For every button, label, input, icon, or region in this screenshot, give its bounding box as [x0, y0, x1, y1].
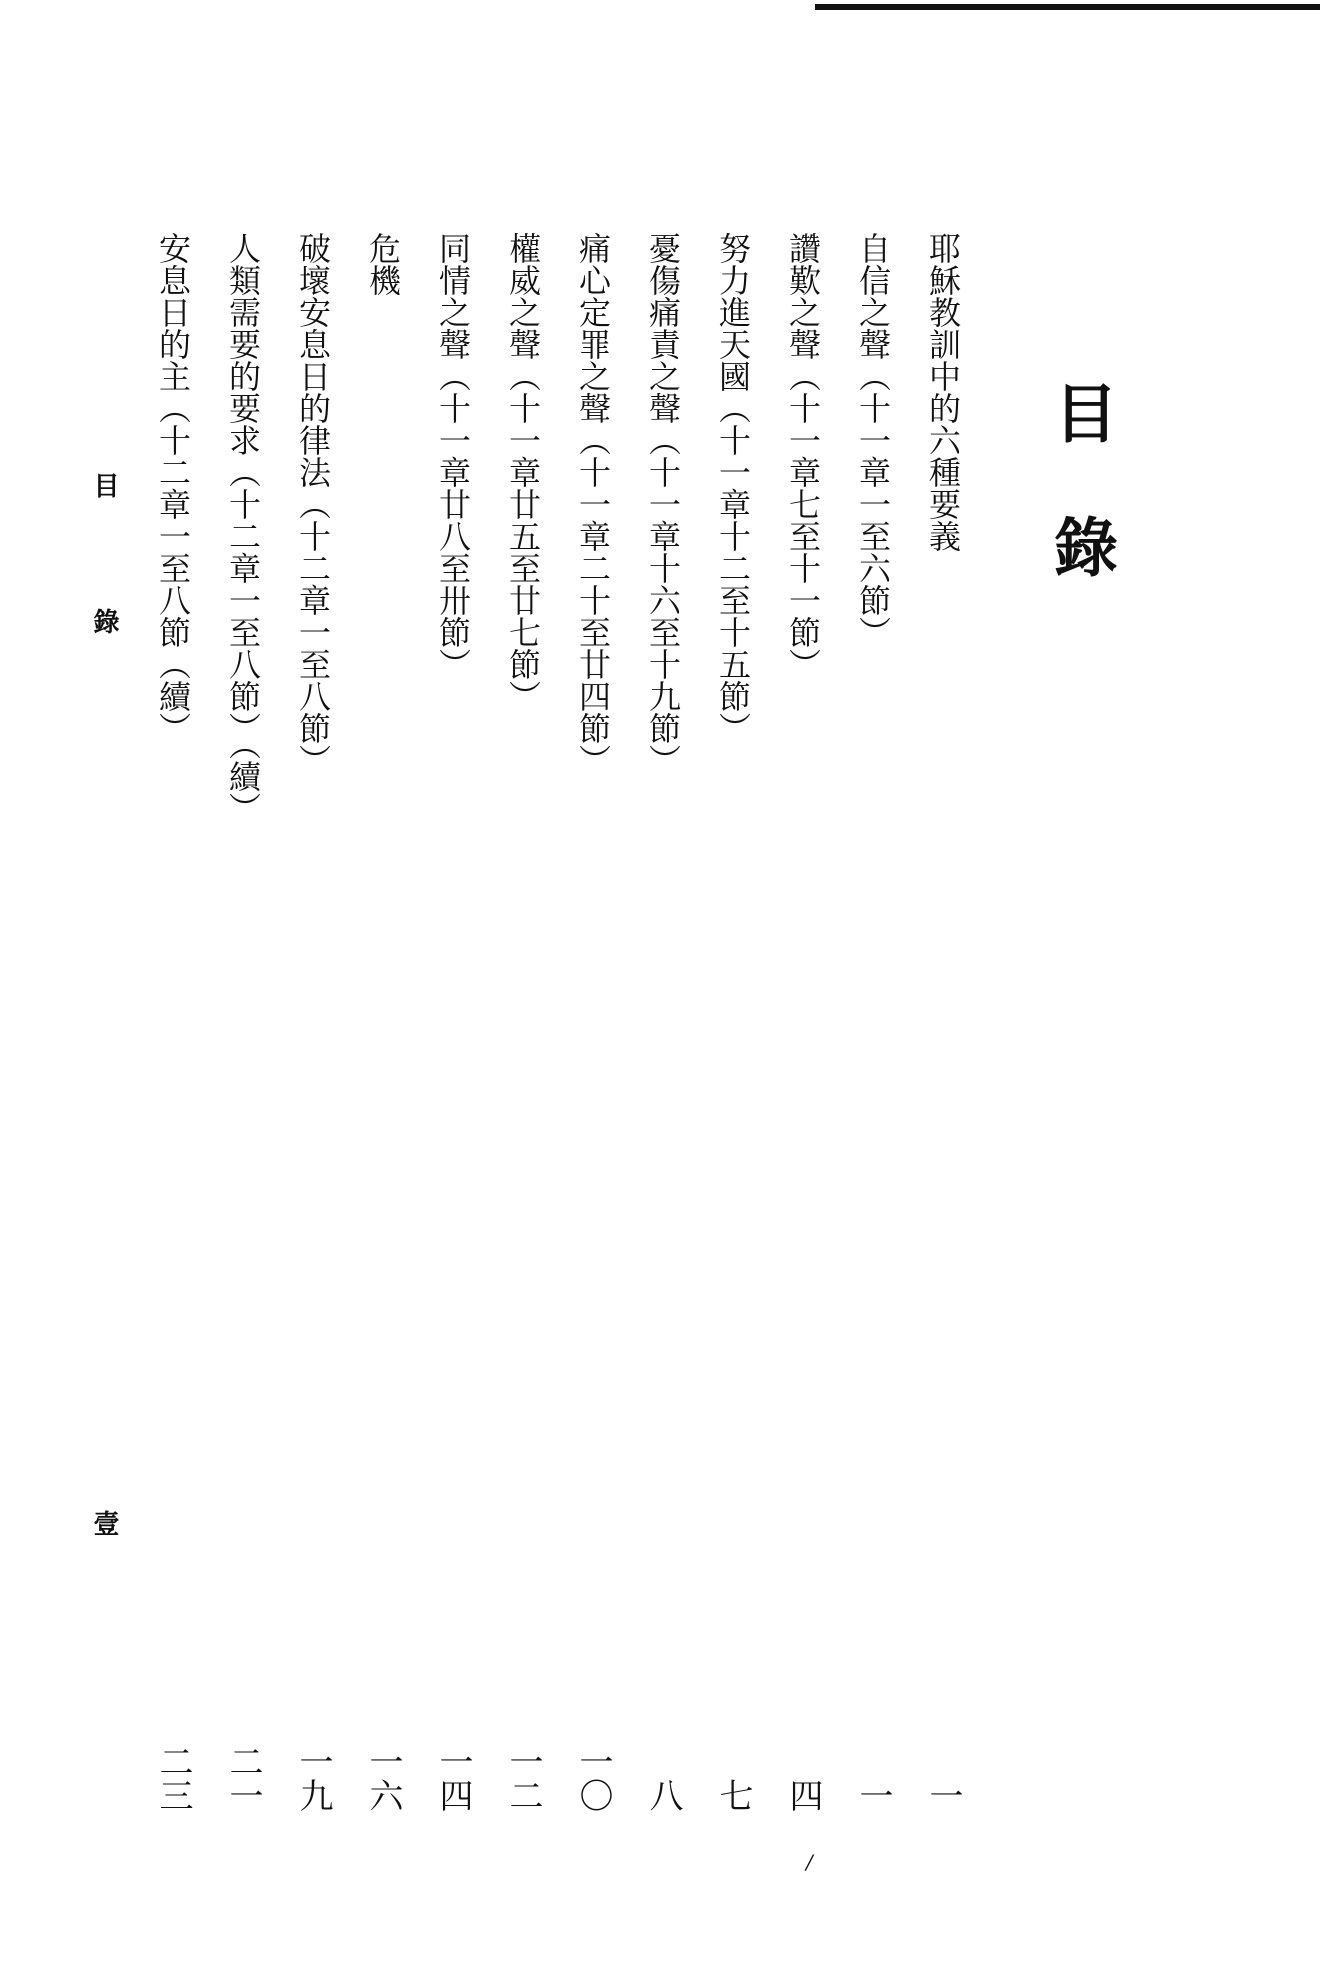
toc-entry-title: 危機: [364, 232, 402, 296]
toc-page-number: 四: [783, 1778, 823, 1812]
toc-entry-title: 耶穌教訓中的六種要義: [924, 232, 962, 552]
toc-entry-title: 同情之聲（十一章廿八至卅節）: [434, 232, 472, 680]
toc-page-number: 二三: [153, 1744, 193, 1812]
toc-entry: [431, 232, 475, 1812]
toc-page-number: 一六: [363, 1744, 403, 1812]
toc-entry-title: 努力進天國（十一章十二至十五節）: [714, 232, 752, 744]
toc-entry-title: 安息日的主（十二章一至八節（續）: [154, 232, 192, 744]
toc-entry: [921, 232, 965, 1812]
toc-entry: [291, 232, 335, 1812]
toc-entry: [221, 232, 265, 1812]
toc-entry-title: 讚歎之聲（十一章七至十一節）: [784, 232, 822, 680]
toc-entry-title: 人類需要的要求（十二章一至八節）（續）: [224, 232, 262, 824]
toc-entry-title: 破壞安息日的律法（十二章一至八節）: [294, 232, 332, 776]
toc-entry: [711, 232, 755, 1812]
toc-entry-title: 權威之聲（十一章廿五至廿七節）: [504, 232, 542, 712]
toc-page-number: 八: [643, 1778, 683, 1812]
toc-page-number: 七: [713, 1778, 753, 1812]
table-of-contents: [145, 232, 965, 1812]
toc-page-number: 一九: [293, 1744, 333, 1812]
bottom-mark: /: [806, 1850, 813, 1874]
folio-page-number: 壹: [89, 1510, 119, 1536]
page-title: 目錄: [1043, 380, 1118, 648]
toc-page-number: 一二: [503, 1744, 543, 1812]
toc-entry: [151, 232, 195, 1812]
toc-page-number: 一四: [433, 1744, 473, 1812]
toc-page-number: 一: [853, 1778, 893, 1812]
toc-entry-title: 痛心定罪之聲（十一章二十至廿四節）: [574, 232, 612, 776]
toc-entry: [361, 232, 405, 1812]
toc-entry: [501, 232, 545, 1812]
toc-page-number: 一: [923, 1778, 963, 1812]
toc-entry-title: 憂傷痛責之聲（十一章十六至十九節）: [644, 232, 682, 776]
toc-page-number: 一〇: [573, 1744, 613, 1812]
toc-entry: [851, 232, 895, 1812]
running-head: 目錄: [89, 472, 119, 744]
toc-entry-title: 自信之聲（十一章一至六節）: [854, 232, 892, 648]
toc-entry: [571, 232, 615, 1812]
toc-entry: [641, 232, 685, 1812]
toc-page-number: 二一: [223, 1744, 263, 1812]
toc-entry: [781, 232, 825, 1812]
